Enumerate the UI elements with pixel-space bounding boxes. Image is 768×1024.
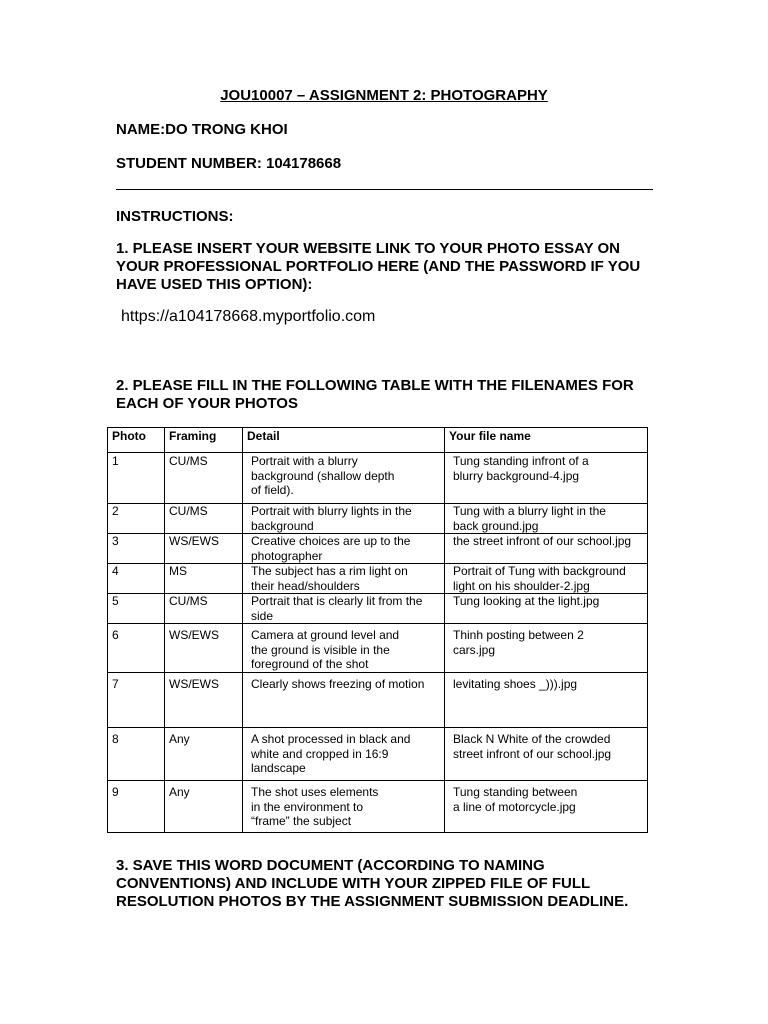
table-row [108,624,648,673]
detail-cell: Portrait with a blurry background (shallow depth of field). [243,453,445,504]
photo-number-cell: 8 [108,728,165,781]
header-photo: Photo [108,428,165,453]
file-name-cell: Tung standing infront of a blurry background-4.jpg [445,453,648,504]
table-header-row [108,428,648,453]
student-name: NAME:DO TRONG KHOI [116,121,288,138]
photo-number-cell: 9 [108,781,165,833]
file-name-cell: Black N White of the crowded street infront of our school.jpg [445,728,648,781]
detail-cell: Clearly shows freezing of motion [243,673,445,728]
detail-cell: A shot processed in black and white and cropped in 16:9 landscape [243,728,445,781]
table-row [108,594,648,624]
framing-cell: Any [165,728,243,781]
photo-number-cell: 5 [108,594,165,624]
header-detail: Detail [243,428,445,453]
instruction-1: 1. PLEASE INSERT YOUR WEBSITE LINK TO YOUR PHOTO ESSAY ON YOUR PROFESSIONAL PORTFOLIO HERE (AND THE PASSWORD IF YOU HAVE USED THIS OPTION): [116,240,641,293]
file-name-cell: Portrait of Tung with background light on his shoulder-2.jpg [445,564,648,594]
student-number: STUDENT NUMBER: 104178668 [116,155,342,172]
file-name-cell: the street infront of our school.jpg [445,534,648,564]
table-row [108,728,648,781]
file-name-cell: Thinh posting between 2 cars.jpg [445,624,648,673]
table-row [108,781,648,833]
detail-cell: The shot uses elements in the environment to “frame” the subject [243,781,445,833]
photo-filename-table [107,427,648,833]
table-row [108,534,648,564]
document-title: JOU10007 – ASSIGNMENT 2: PHOTOGRAPHY [220,87,548,104]
framing-cell: WS/EWS [165,624,243,673]
file-name-cell: Tung looking at the light.jpg [445,594,648,624]
detail-cell: Portrait that is clearly lit from the side [243,594,445,624]
photo-number-cell: 6 [108,624,165,673]
file-name-cell: Tung with a blurry light in the back ground.jpg [445,504,648,534]
table-row [108,673,648,728]
file-name-cell: Tung standing between a line of motorcycle.jpg [445,781,648,833]
photo-number-cell: 2 [108,504,165,534]
framing-cell: CU/MS [165,594,243,624]
header-framing: Framing [165,428,243,453]
framing-cell: WS/EWS [165,534,243,564]
table-row [108,453,648,504]
detail-cell: Creative choices are up to the photographer [243,534,445,564]
horizontal-divider [116,189,653,190]
instructions-heading: INSTRUCTIONS: [116,208,234,225]
detail-cell: Camera at ground level and the ground is visible in the foreground of the shot [243,624,445,673]
framing-cell: Any [165,781,243,833]
table-row [108,504,648,534]
photo-number-cell: 4 [108,564,165,594]
photo-number-cell: 7 [108,673,165,728]
table-row [108,564,648,594]
photo-number-cell: 3 [108,534,165,564]
instruction-2: 2. PLEASE FILL IN THE FOLLOWING TABLE WITH THE FILENAMES FOR EACH OF YOUR PHOTOS [116,377,634,412]
portfolio-link[interactable]: https://a104178668.myportfolio.com [121,308,376,325]
detail-cell: The subject has a rim light on their head/shoulders [243,564,445,594]
instruction-3: 3. SAVE THIS WORD DOCUMENT (ACCORDING TO NAMING CONVENTIONS) AND INCLUDE WITH YOUR ZIPPED FILE OF FULL RESOLUTION PHOTOS BY THE ASSIGNMENT SUBMISSION DEADLINE. [116,857,629,910]
detail-cell: Portrait with blurry lights in the background [243,504,445,534]
framing-cell: WS/EWS [165,673,243,728]
framing-cell: MS [165,564,243,594]
framing-cell: CU/MS [165,504,243,534]
header-file-name: Your file name [445,428,648,453]
photo-number-cell: 1 [108,453,165,504]
file-name-cell: levitating shoes _))).jpg [445,673,648,728]
framing-cell: CU/MS [165,453,243,504]
